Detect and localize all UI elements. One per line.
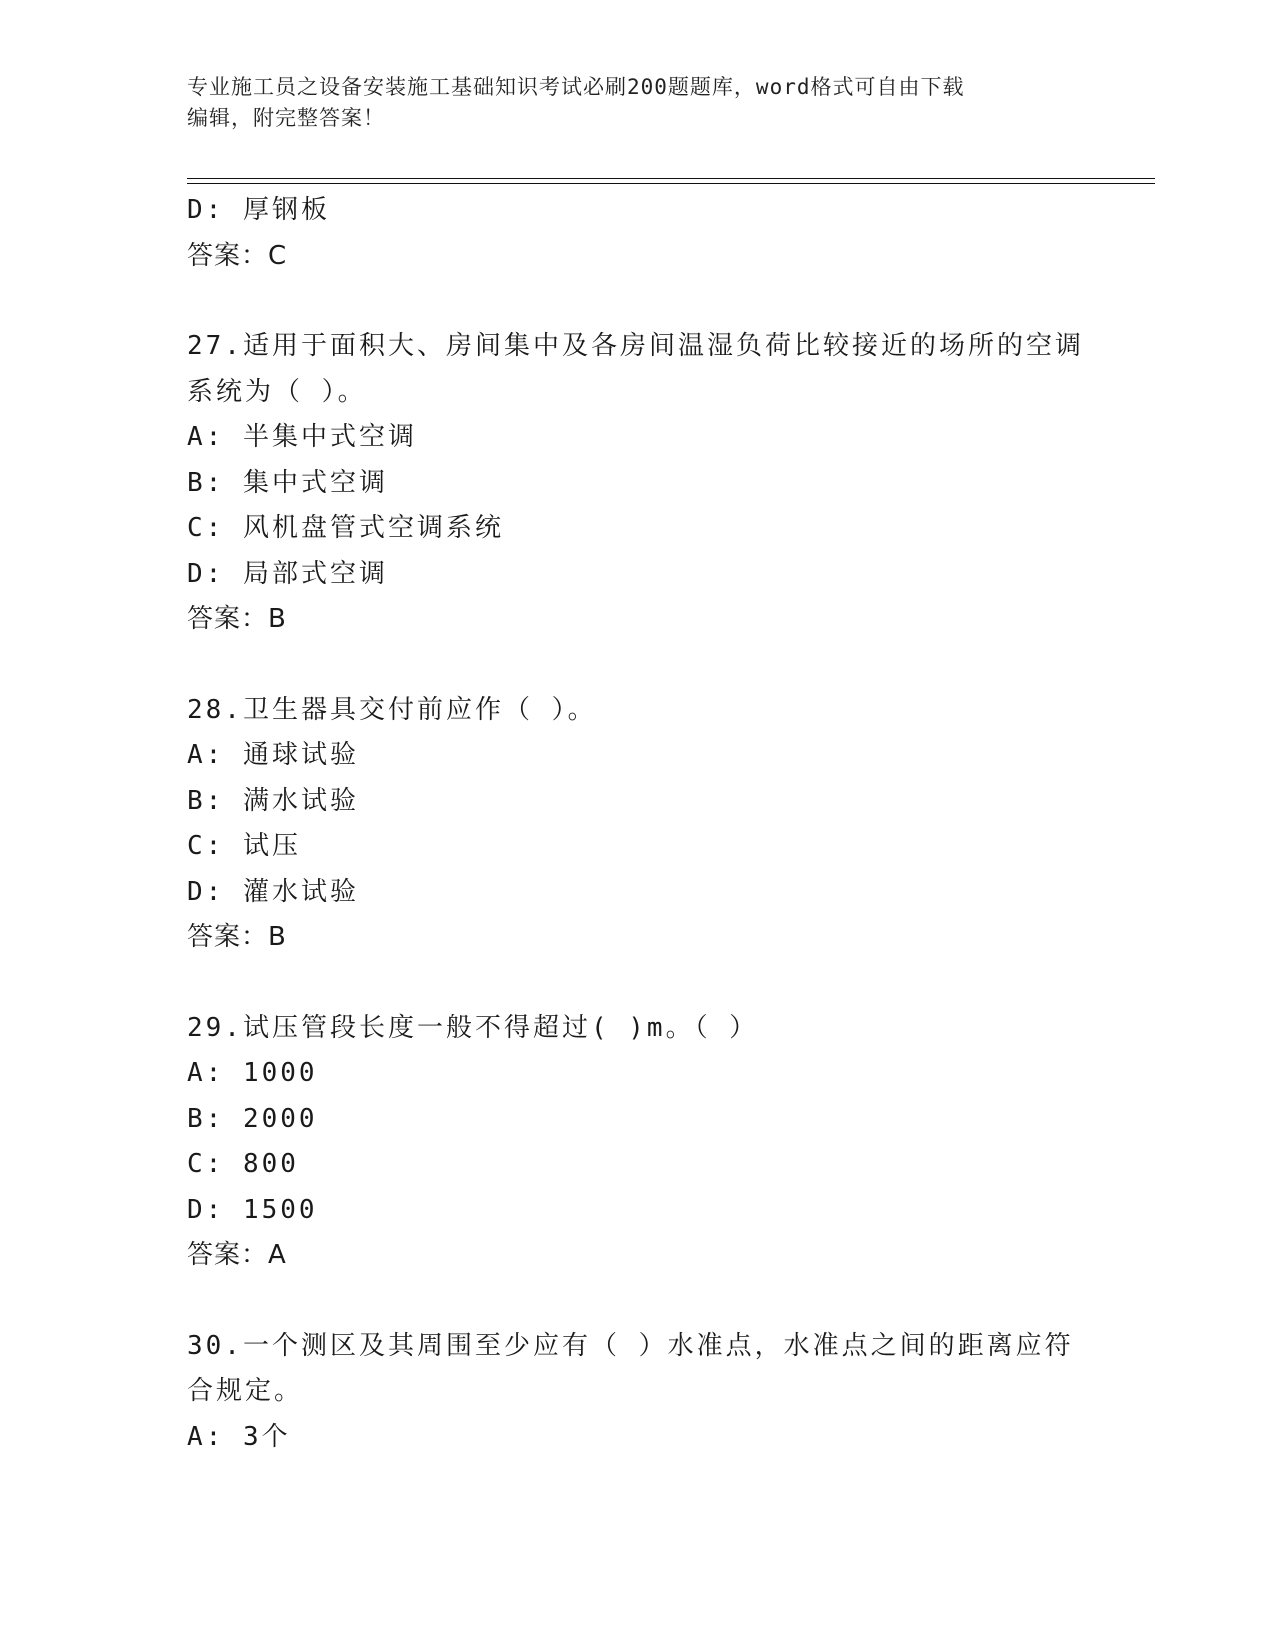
- question-text: 27.适用于面积大、房间集中及各房间温湿负荷比较接近的场所的空调: [187, 331, 1084, 361]
- question-text-continued: 合规定。: [187, 1376, 304, 1406]
- question-text: 29.试压管段长度一般不得超过( )m。（ ）: [187, 1012, 759, 1043]
- question-26-tail: [187, 188, 1087, 279]
- option-b: B: 2000: [187, 1103, 318, 1134]
- answer-line: 答案：A: [187, 1240, 287, 1270]
- answer-line: 答案：C: [187, 240, 288, 271]
- question-text-continued: 系统为（ ）。: [187, 376, 367, 407]
- option-a: A: 通球试验: [187, 740, 359, 770]
- spacer: [187, 961, 1087, 1006]
- option-c: C: 风机盘管式空调系统: [187, 513, 504, 543]
- option-c: C: 800: [187, 1149, 299, 1179]
- question-list: [187, 188, 1087, 1460]
- option-b: B: 满水试验: [187, 785, 359, 816]
- header-line-1: 专业施工员之设备安装施工基础知识考试必刷200题题库，word格式可自由下载: [187, 75, 965, 99]
- option-b: B: 集中式空调: [187, 467, 388, 498]
- answer-line: 答案：B: [187, 922, 287, 952]
- question-28: [187, 688, 1087, 961]
- option-d: D: 1500: [187, 1194, 318, 1225]
- option-c: C: 试压: [187, 831, 301, 861]
- spacer: [187, 1279, 1087, 1324]
- spacer: [187, 279, 1087, 324]
- spacer: [187, 643, 1087, 688]
- header-line-2: 编辑，附完整答案！: [187, 106, 385, 130]
- option-a: A: 3个: [187, 1421, 291, 1452]
- option-d: D: 厚钢板: [187, 195, 330, 225]
- option-a: A: 半集中式空调: [187, 422, 417, 452]
- question-text: 28.卫生器具交付前应作（ ）。: [187, 694, 597, 725]
- option-d: D: 灌水试验: [187, 876, 359, 907]
- question-text: 30.一个测区及其周围至少应有（ ）水准点，水准点之间的距离应符: [187, 1330, 1074, 1361]
- question-29: [187, 1006, 1087, 1279]
- question-27: [187, 324, 1087, 643]
- header-divider-top: [187, 178, 1155, 179]
- answer-line: 答案：B: [187, 604, 287, 634]
- option-a: A: 1000: [187, 1058, 318, 1088]
- header-divider-bottom: [187, 183, 1155, 184]
- question-30: [187, 1324, 1087, 1461]
- option-d: D: 局部式空调: [187, 558, 388, 589]
- document-header: [187, 72, 1087, 134]
